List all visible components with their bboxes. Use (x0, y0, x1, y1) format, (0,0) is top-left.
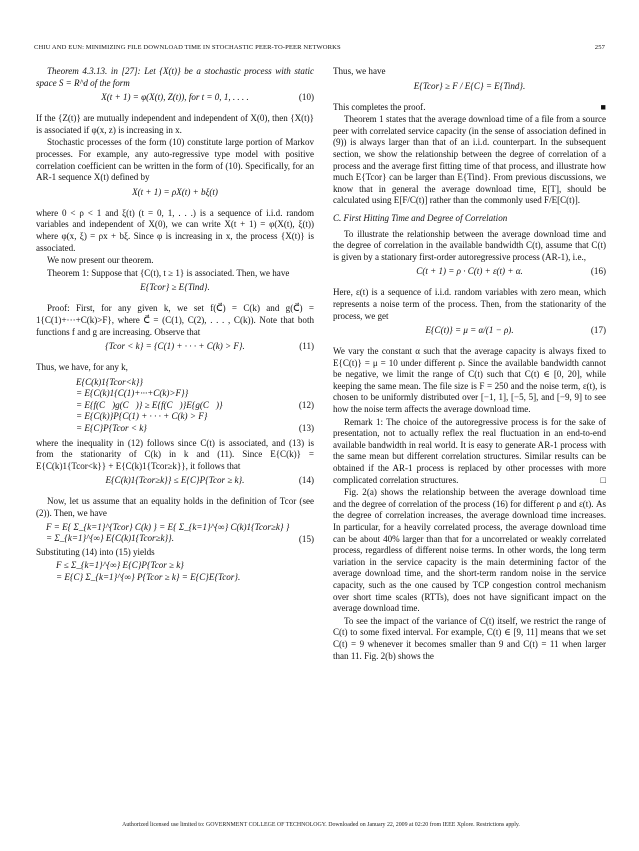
proof-end: This completes the proof. ■ (333, 101, 606, 112)
equation-11: {Tcor < k} = {C(1) + · · · + C(k) > F}. (11) (105, 341, 314, 352)
equation-line: F ≤ Σ_{k=1}^{∞} E{C}P{Tcor ≥ k} (56, 560, 184, 571)
equation-12-13-block (76, 377, 314, 435)
paragraph: To illustrate the relationship between the average download time and the degree of correlation in the available bandwidth C(t), assume that C(t) is given by a stationary first-order autoregressive process (AR-1), i.e., (333, 228, 606, 262)
license-footer: Authorized licensed use limited to: GOVERNMENT COLLEGE OF TECHNOLOGY. Downloaded on January 22, 2009 at 02:20 from IEEE Xplore. Restrictions apply. (122, 822, 520, 828)
remark-end-box: □ (600, 474, 606, 485)
paragraph: Theorem 1 states that the average download time of a file from a source peer with correlated service capacity (in the sense of association defined in (9)) is always larger than that of an i.i.d. counterpart. In the subsequent section, we show the relationship between the degree of correlation of a process and the average first fitting time of that process, and illustrate how much E{Tcor} can be larger than E{Tind}. From previous discussions, we know that in general the average download time, E[T], should be calculated using E[F/C(t)] rather than the commonly used F/E[C(t)]. (333, 114, 606, 206)
equation-conclusion: E{Tcor} ≥ F / E{C} = E{Tind}. (413, 80, 526, 91)
equation-line: = E{C(k)1{C(1)+···+C(k)>F}} (76, 388, 189, 399)
paragraph: We vary the constant α such that the average capacity is always fixed to E{C(t)} = μ = 10 under different ρ. Since the available bandwidth cannot be negative, we limit the range of C(t) such that C(t) ∈ [0, 20], while keeping the same mean. The file size is F = 250 and the noise term, ε(t), is chosen to be uniformly distributed over [−1, 1], [−5, 5], and [−9, 9] to see how the noise term affects the average download time. (333, 346, 606, 415)
equation-final (56, 560, 314, 583)
equation-15 (46, 522, 314, 545)
remark-1: Remark 1: The choice of the autoregressive process is for the sake of presentation, not to actually reflex the real fluctuation in an end-to-end available bandwidth in real world. It is easy to generate AR-1 process with the same mean but different correlation structures. Similar results can be obtained if the AR-1 process is replaced by other processes with more complicated correlation structures. □ (333, 416, 606, 485)
right-column (333, 66, 606, 663)
equation-line: = E{C(k)}P{C(1) + · · · + C(k) > F} (76, 411, 208, 422)
left-column (36, 66, 314, 584)
paragraph: Here, ε(t) is a sequence of i.i.d. random variables with zero mean, which represents a noise term of the process. Then, from the stationarity of the process, we get (333, 287, 606, 321)
header-title: CHIU AND EUN: MINIMIZING FILE DOWNLOAD TIME IN STOCHASTIC PEER-TO-PEER NETWORKS (34, 44, 341, 51)
equation-theorem: E{Tcor} ≥ E{Tind}. (140, 282, 210, 293)
paragraph: We now present our theorem. (47, 255, 154, 266)
paragraph: To see the impact of the variance of C(t) itself, we restrict the range of C(t) to some fixed interval. For example, C(t) ∈ [9, 11] means that we set C(t) = 9 whenever it becomes smaller than 9 and C(t) = 11 when larger than 11. Fig. 2(b) shows the (333, 615, 606, 661)
theorem-1: Theorem 1: Suppose that {C(t), t ≥ 1} is associated. Then, we have (47, 267, 290, 278)
equation-15-number: (15) (298, 533, 314, 544)
equation-line: = Σ_{k=1}^{∞} E{C(k)1{Tcor≥k}}. (46, 533, 175, 544)
equation-13-number: (13) (298, 422, 314, 433)
paragraph: If the {Z(t)} are mutually independent and independent of X(0), then {X(t)} is associated if φ(x, z) is increasing in x. (36, 113, 314, 135)
page-number: 257 (594, 44, 605, 51)
theorem-citation: Theorem 4.3.13. in [27]: Let {X(t)} be a stochastic process with static space S = R^d of the form (36, 66, 314, 88)
equation-ar1: X(t + 1) = ρX(t) + bξ(t) (132, 186, 218, 197)
running-header (34, 44, 605, 56)
equation-line: = E{f(C⃗)g(C⃗)} ≥ E{f(C⃗)}E{g(C⃗)} (76, 399, 223, 410)
equation-14: E{C(k)1{Tcor≥k}} ≤ E{C}P{Tcor ≥ k}. (14) (105, 475, 314, 486)
paragraph: Substituting (14) into (15) yields (36, 546, 155, 557)
qed-symbol: ■ (600, 101, 606, 112)
equation-10 (36, 92, 314, 110)
equation-10-body: X(t + 1) = φ(X(t), Z(t)), for t = 0, 1, . . . . (101, 92, 249, 103)
equation-16: C(t + 1) = ρ · C(t) + ε(t) + α. (16) (416, 266, 606, 277)
paragraph: Stochastic processes of the form (10) constitute large portion of Markov processes. For example, any auto-regressive type model with positive correlation coefficient can be written in the form of (10). Specifically, for an AR-1 sequence X(t) defined by (36, 137, 314, 183)
equation-10-number: (10) (298, 92, 314, 103)
equation-17: E{C(t)} = μ = α/(1 − ρ). (17) (425, 325, 606, 336)
equation-line: = E{C}P{Tcor < k} (76, 423, 147, 434)
paragraph: Thus, we have (333, 66, 386, 76)
equation-line: E{C(k)1{Tcor<k}} (76, 376, 143, 387)
paragraph: where 0 < ρ < 1 and ξ(t) (t = 0, 1, . . .) is a sequence of i.i.d. random variables and independent of X(0), we can write X(t + 1) = φ(X(t), ξ(t)) where φ(x, ξ) = ρx + bξ. Since φ is increasing in x, the process {X(t)} is associated. (36, 207, 314, 253)
section-heading: C. First Hitting Time and Degree of Correlation (333, 212, 508, 223)
paragraph: Thus, we have, for any k, (36, 362, 128, 373)
paragraph: Now, let us assume that an equality holds in the definition of Tcor (see (2)). Then, we have (36, 496, 314, 519)
equation-12-number: (12) (298, 399, 314, 410)
equation-line: = E{C} Σ_{k=1}^{∞} P{Tcor ≥ k} = E{C}E{Tcor}. (56, 572, 241, 582)
paragraph: where the inequality in (12) follows since C(t) is associated, and (13) is from the stationarity of C(k) in k and (11). Since E{C(k)} = E{C(k)1{Tcor<k}} + E{C(k)1{Tcor≥k}}, it follows that (36, 437, 314, 471)
proof-paragraph: Proof: First, for any given k, we set f(C⃗) = C(k) and g(C⃗) = 1{C(1)+···+C(k)>F}, where C⃗ = (C(1), C(2), . . . , C(k)). Note that both functions f and g are increasing. Observe that (36, 303, 314, 337)
equation-line: F = E{ Σ_{k=1}^{Tcor} C(k) } = E{ Σ_{k=1}^{∞} C(k)1{Tcor≥k} } (46, 521, 290, 532)
paragraph: Fig. 2(a) shows the relationship between the average download time and the degree of correlation of the process (16) for different ρ and ε(t). As the degree of correlation increases, the average download time increases. In particular, for a heavily correlated process, the average download time can be about 40% larger than that for a uncorrelated or weakly correlated process, regardless of different noise terms. In other words, the long term variation in the service capacity is the main determining factor of the average download time, and the short-term random noise in the service capacity, such as the one caused by TCP congestion control mechanism over short time scales (RTTs), does not have significant impact on the average download time. (333, 487, 606, 614)
